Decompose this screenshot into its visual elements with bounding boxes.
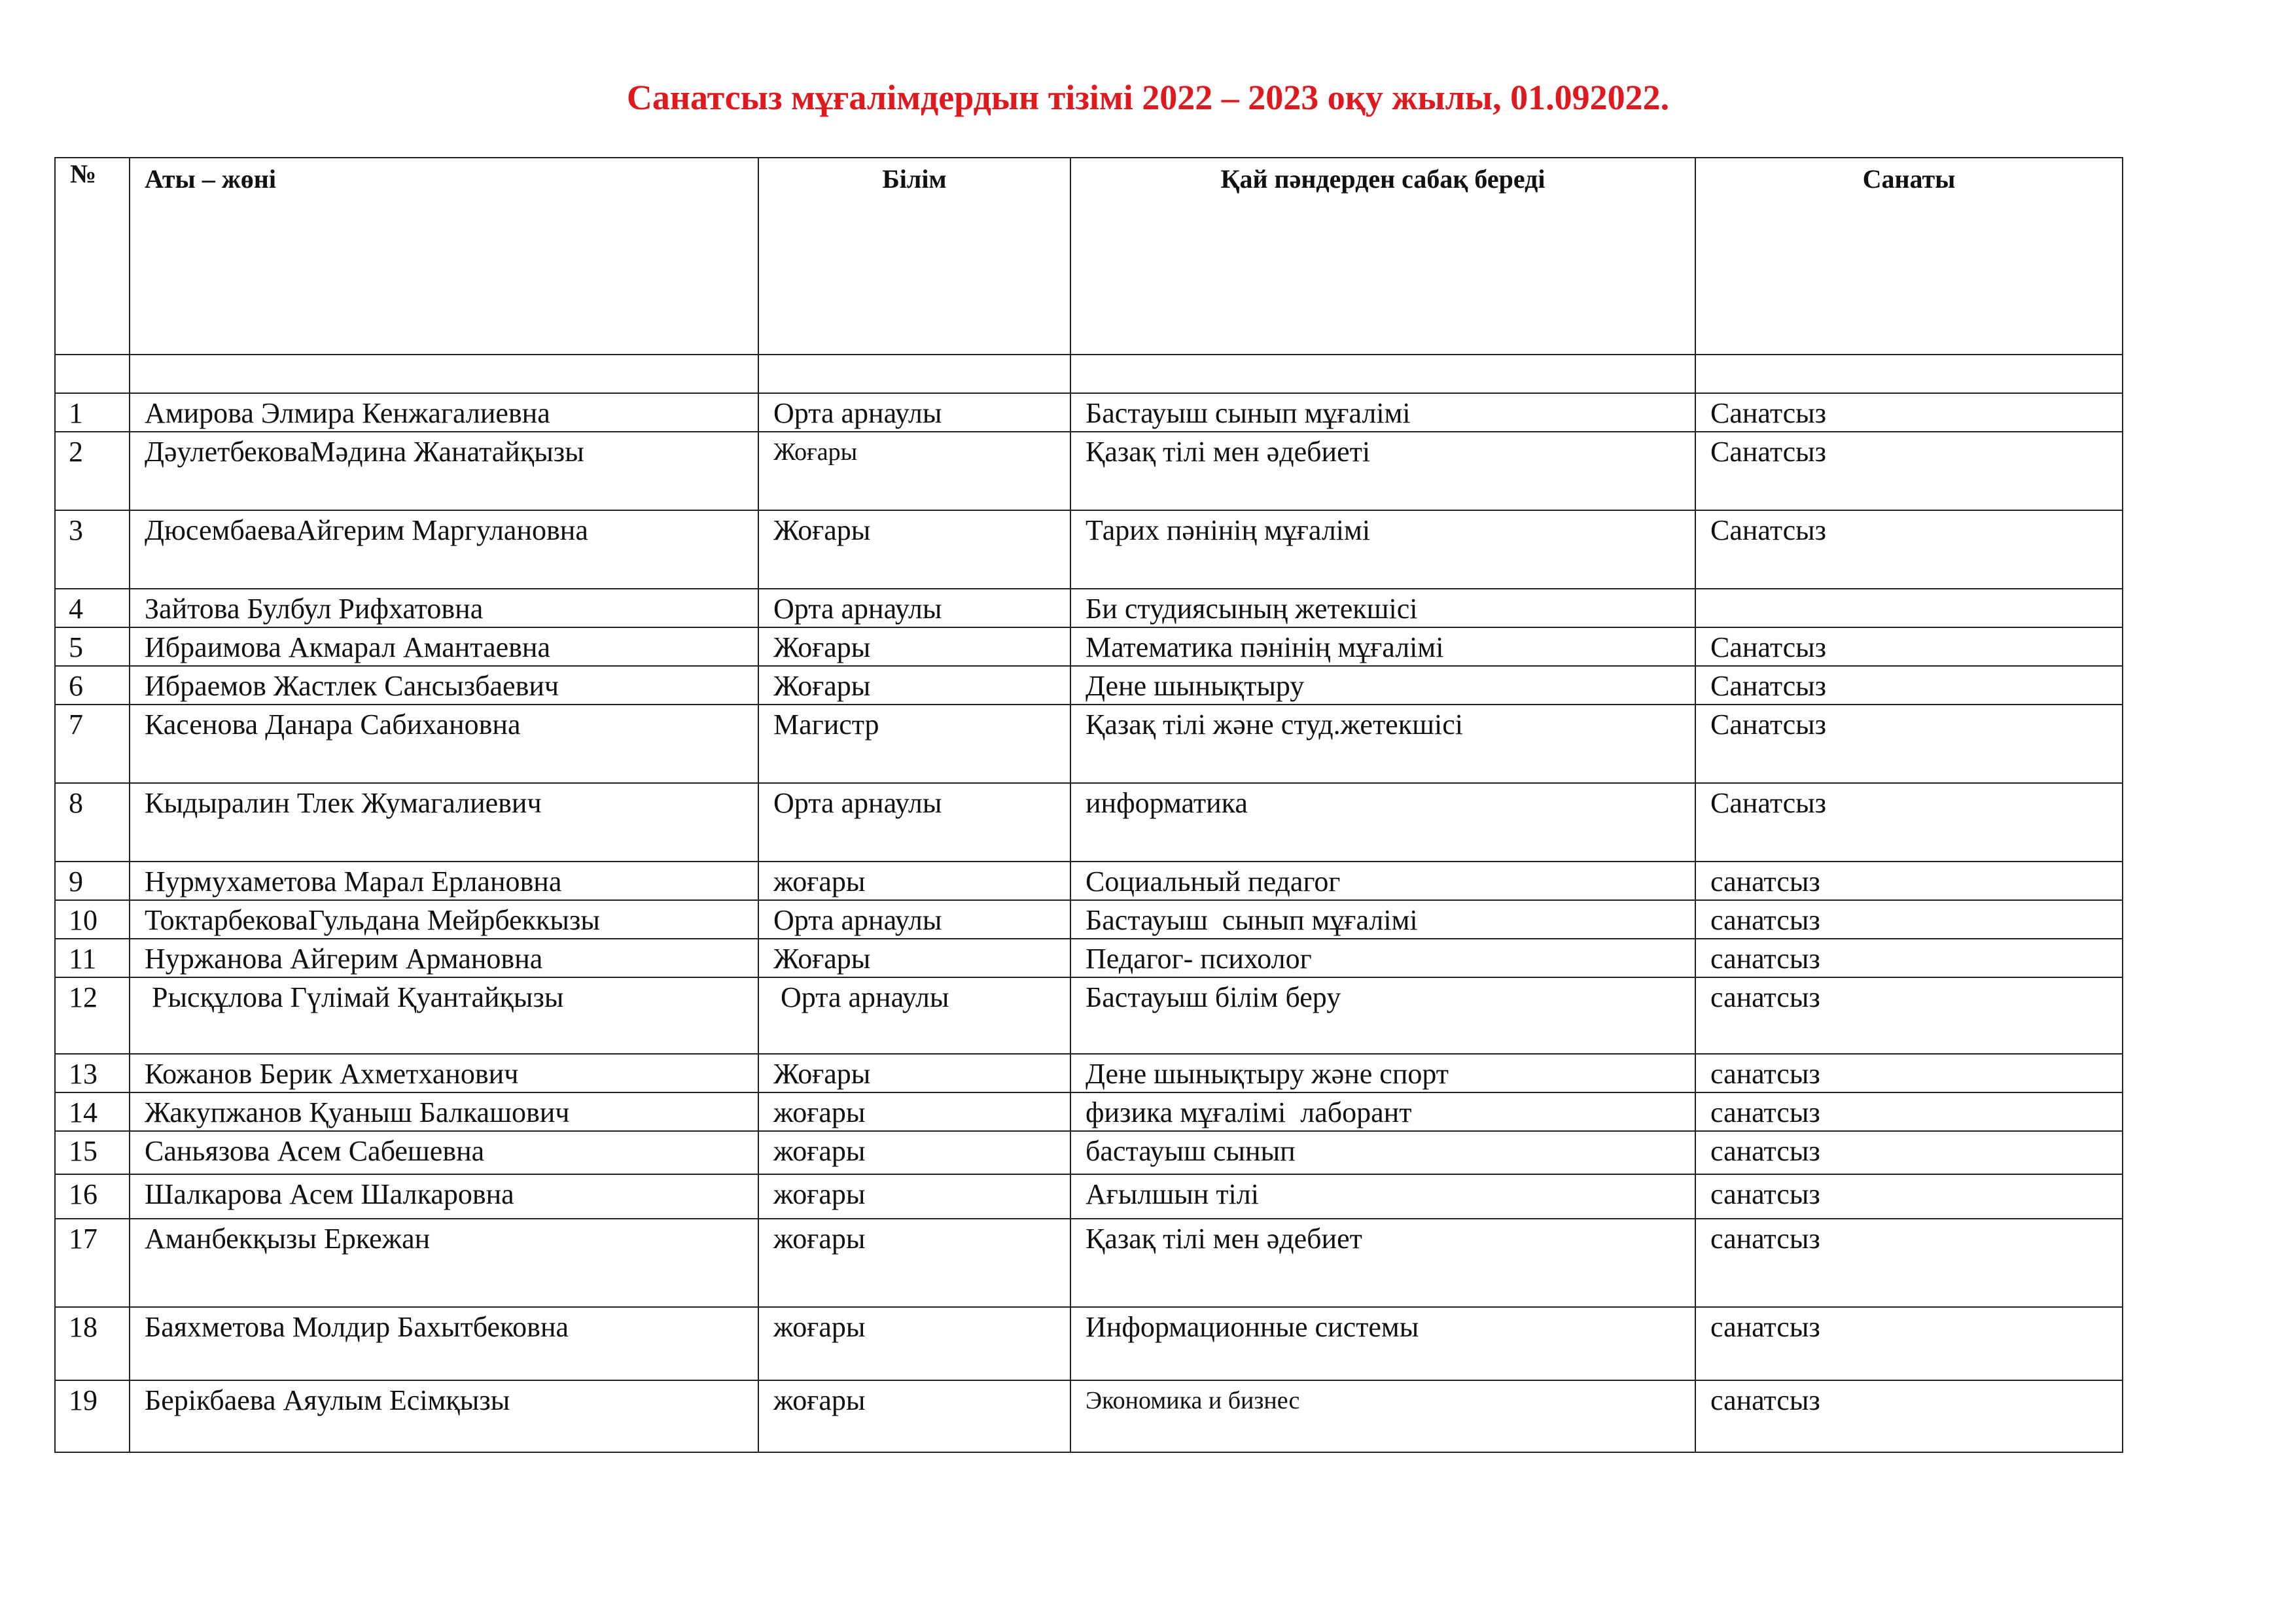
column-header-category: Санаты <box>1695 158 2123 355</box>
row-number: 2 <box>55 432 130 510</box>
table-row <box>55 977 2123 1054</box>
row-number: 13 <box>55 1054 130 1092</box>
row-number: 10 <box>55 900 130 939</box>
teaching-subject: Қазақ тілі мен әдебиеті <box>1070 432 1695 510</box>
teaching-subject: Қазақ тілі және студ.жетекшісі <box>1070 705 1695 783</box>
teaching-subject: Тарих пәнінің мұғалімі <box>1070 510 1695 589</box>
table-row <box>55 1380 2123 1452</box>
teacher-category: Санатсыз <box>1695 783 2123 862</box>
teacher-category: Санатсыз <box>1695 666 2123 705</box>
teacher-category: санатсыз <box>1695 862 2123 900</box>
teacher-category: Санатсыз <box>1695 705 2123 783</box>
teaching-subject: бастауыш сынып <box>1070 1131 1695 1174</box>
teacher-name: Жакупжанов Қуаныш Балкашович <box>130 1092 758 1131</box>
teacher-name: ДәулетбековаМәдина Жанатайқызы <box>130 432 758 510</box>
teacher-name: Нурмухаметова Марал Ерлановна <box>130 862 758 900</box>
table-row <box>55 862 2123 900</box>
education-level: жоғары <box>758 1131 1070 1174</box>
blank-cell <box>130 355 758 393</box>
table-row <box>55 1131 2123 1174</box>
education-level: Орта арнаулы <box>758 589 1070 627</box>
teacher-category: санатсыз <box>1695 1307 2123 1380</box>
education-level: Жоғары <box>758 627 1070 666</box>
teacher-name: ДюсембаеваАйгерим Маргулановна <box>130 510 758 589</box>
teacher-name: Берікбаева Аяулым Есімқызы <box>130 1380 758 1452</box>
education-level: Орта арнаулы <box>758 900 1070 939</box>
teacher-name: Зайтова Булбул Рифхатовна <box>130 589 758 627</box>
teacher-category: санатсыз <box>1695 939 2123 977</box>
education-level: Жоғары <box>758 939 1070 977</box>
education-level: жоғары <box>758 1092 1070 1131</box>
table-row <box>55 666 2123 705</box>
teacher-category: Санатсыз <box>1695 393 2123 432</box>
table-row <box>55 393 2123 432</box>
teacher-category: Санатсыз <box>1695 510 2123 589</box>
teaching-subject: Бастауыш сынып мұғалімі <box>1070 393 1695 432</box>
teacher-name: Нуржанова Айгерим Армановна <box>130 939 758 977</box>
column-header-name: Аты – жөні <box>130 158 758 355</box>
education-level: жоғары <box>758 862 1070 900</box>
row-number: 15 <box>55 1131 130 1174</box>
teacher-category: санатсыз <box>1695 1380 2123 1452</box>
row-number: 3 <box>55 510 130 589</box>
column-header-number: № <box>55 158 130 355</box>
teacher-name: Аманбекқызы Еркежан <box>130 1219 758 1307</box>
education-level: Орта арнаулы <box>758 783 1070 862</box>
teacher-category: санатсыз <box>1695 1174 2123 1219</box>
teaching-subject: Экономика и бизнес <box>1070 1380 1695 1452</box>
teacher-name: Шалкарова Асем Шалкаровна <box>130 1174 758 1219</box>
teacher-category: санатсыз <box>1695 1092 2123 1131</box>
column-header-education: Білім <box>758 158 1070 355</box>
table-row <box>55 1219 2123 1307</box>
teacher-name: Саньязова Асем Сабешевна <box>130 1131 758 1174</box>
teacher-name: Кыдыралин Тлек Жумагалиевич <box>130 783 758 862</box>
table-row <box>55 939 2123 977</box>
teaching-subject: информатика <box>1070 783 1695 862</box>
table-row <box>55 589 2123 627</box>
table-header-row <box>55 158 2123 355</box>
table-row <box>55 1092 2123 1131</box>
blank-cell <box>55 355 130 393</box>
teacher-roster-table <box>54 157 2123 1453</box>
blank-cell <box>758 355 1070 393</box>
row-number: 7 <box>55 705 130 783</box>
table-row <box>55 1054 2123 1092</box>
education-level: Жоғары <box>758 432 1070 510</box>
teaching-subject: Бастауыш сынып мұғалімі <box>1070 900 1695 939</box>
education-level: Жоғары <box>758 1054 1070 1092</box>
table-row <box>55 1307 2123 1380</box>
table-row <box>55 1174 2123 1219</box>
table-body <box>55 393 2123 1452</box>
education-level: Орта арнаулы <box>758 977 1070 1054</box>
teaching-subject: Информационные системы <box>1070 1307 1695 1380</box>
table-row <box>55 900 2123 939</box>
teaching-subject: Математика пәнінің мұғалімі <box>1070 627 1695 666</box>
teacher-name: Амирова Элмира Кенжагалиевна <box>130 393 758 432</box>
table-row <box>55 627 2123 666</box>
teaching-subject: Қазақ тілі мен әдебиет <box>1070 1219 1695 1307</box>
education-level: жоғары <box>758 1380 1070 1452</box>
teaching-subject: Бастауыш білім беру <box>1070 977 1695 1054</box>
table-row <box>55 705 2123 783</box>
teaching-subject: Педагог- психолог <box>1070 939 1695 977</box>
teacher-name: Рысқұлова Гүлімай Қуантайқызы <box>130 977 758 1054</box>
teacher-category <box>1695 589 2123 627</box>
education-level: Магистр <box>758 705 1070 783</box>
blank-cell <box>1695 355 2123 393</box>
teaching-subject: Ағылшын тілі <box>1070 1174 1695 1219</box>
teacher-category: Санатсыз <box>1695 627 2123 666</box>
teacher-name: Ибраимова Акмарал Амантаевна <box>130 627 758 666</box>
page-title: Санатсыз мұғалімдердын тізімі 2022 – 2023 оқу жылы, 01.092022. <box>626 78 1670 117</box>
row-number: 14 <box>55 1092 130 1131</box>
teaching-subject: физика мұғалімі лаборант <box>1070 1092 1695 1131</box>
table-row <box>55 510 2123 589</box>
teacher-name: Касенова Данара Сабихановна <box>130 705 758 783</box>
education-level: Орта арнаулы <box>758 393 1070 432</box>
teacher-name: Баяхметова Молдир Бахытбековна <box>130 1307 758 1380</box>
row-number: 16 <box>55 1174 130 1219</box>
column-header-subjects: Қай пәндерден сабақ береді <box>1070 158 1695 355</box>
teacher-category: санатсыз <box>1695 1219 2123 1307</box>
teacher-name: ТоктарбековаГульдана Мейрбеккызы <box>130 900 758 939</box>
teacher-name: Ибраемов Жастлек Сансызбаевич <box>130 666 758 705</box>
teaching-subject: Дене шынықтыру және спорт <box>1070 1054 1695 1092</box>
teaching-subject: Дене шынықтыру <box>1070 666 1695 705</box>
teaching-subject: Би студиясының жетекшісі <box>1070 589 1695 627</box>
table-row <box>55 783 2123 862</box>
education-level: жоғары <box>758 1219 1070 1307</box>
row-number: 1 <box>55 393 130 432</box>
row-number: 9 <box>55 862 130 900</box>
row-number: 17 <box>55 1219 130 1307</box>
row-number: 5 <box>55 627 130 666</box>
blank-cell <box>1070 355 1695 393</box>
blank-row <box>55 355 2123 393</box>
teacher-category: санатсыз <box>1695 1054 2123 1092</box>
education-level: Жоғары <box>758 666 1070 705</box>
row-number: 11 <box>55 939 130 977</box>
teacher-category: Санатсыз <box>1695 432 2123 510</box>
row-number: 18 <box>55 1307 130 1380</box>
education-level: жоғары <box>758 1307 1070 1380</box>
teacher-name: Кожанов Берик Ахметханович <box>130 1054 758 1092</box>
teacher-category: санатсыз <box>1695 1131 2123 1174</box>
teacher-category: санатсыз <box>1695 900 2123 939</box>
row-number: 6 <box>55 666 130 705</box>
education-level: Жоғары <box>758 510 1070 589</box>
teacher-category: санатсыз <box>1695 977 2123 1054</box>
row-number: 12 <box>55 977 130 1054</box>
row-number: 19 <box>55 1380 130 1452</box>
education-level: жоғары <box>758 1174 1070 1219</box>
table-row <box>55 432 2123 510</box>
row-number: 4 <box>55 589 130 627</box>
teaching-subject: Социальный педагог <box>1070 862 1695 900</box>
row-number: 8 <box>55 783 130 862</box>
